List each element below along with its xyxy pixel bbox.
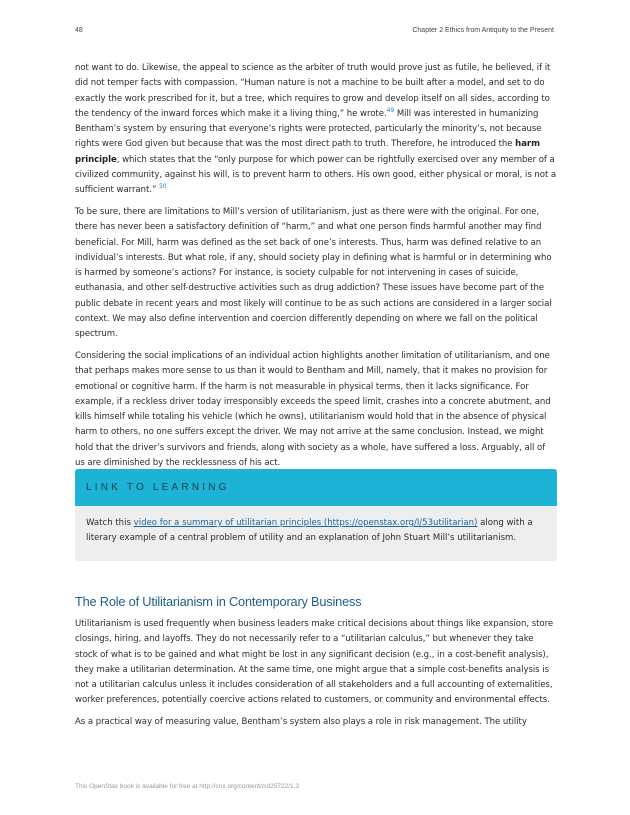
page-number: 48 <box>75 27 83 34</box>
chapter-title-header: Chapter 2 Ethics from Antiquity to the Present <box>412 27 554 34</box>
section-heading: The Role of Utilitarianism in Contemporary Business <box>75 594 362 609</box>
video-link[interactable]: video for a summary of utilitarian principles (https://openstax.org/l/53utilitarian) <box>133 518 478 528</box>
link-to-learning-body <box>75 506 557 547</box>
paragraph-mill-harm-principle <box>75 61 557 199</box>
paragraph-social-implications: Considering the social implications of an individual action highlights another limitation of utilitarianism, and one that perhaps makes more sense to us than it would to Bentham and Mill, namely, that it makes no provision for emotional or cognitive harm. If the harm is not measurable in physical terms, then it lacks significance. For example, if a reckless driver today irresponsibly exceeds the speed limit, crashes into a concrete abutment, and kills himself while totaling his vehicle (which he owns), utilitarianism would hold that in the absence of physical harm to others, no one suffers except the driver. We may not arrive at the same conclusion. Instead, we might hold that the driver’s survivors and friends, along with society as a whole, have suffered a loss. Arguably, all of us are diminished by the recklessness of his act. <box>75 350 551 469</box>
body-text-section <box>75 617 557 737</box>
key-term-harm-principle: harm principle <box>75 139 540 165</box>
footnote-ref-50[interactable]: 50 <box>159 183 167 191</box>
body-text-top <box>75 61 557 478</box>
footnote-ref-49[interactable]: 49 <box>386 106 395 114</box>
callout-text: along with a literary example of a central problem of utility and an explanation of John Stuart Mill’s utilitarianism. <box>86 518 533 544</box>
paragraph-text: not want to do. Likewise, the appeal to science as the arbiter of truth would prove just as futile, he believed, if it did not temper facts with compassion. “Human nature is not a machine to be built after a model, and set to do exactly the work prescribed for it, but a tree, which requires to grow and develop itself on all sides, according to the tendency of the inward forces which make it a living thing,” he wrote. <box>75 63 551 119</box>
callout-text: Watch this <box>86 518 134 528</box>
paragraph-business-decisions: Utilitarianism is used frequently when business leaders make critical decisions about things like expansion, store closings, hiring, and layoffs. They do not necessarily refer to a “utilitarian calculus,” but whenever they take stock of what is to be gained and what might be lost in any significant decision (e.g., in a cost-benefit analysis), they make a utilitarian determination. At the same time, one might argue that a simple cost-benefits analysis is not a utilitarian calculus unless it includes consideration of all stakeholders and a full accounting of externalities, worker preferences, potentially coercive actions related to customers, or community and environmental effects. <box>75 619 554 706</box>
paragraph-risk-management: As a practical way of measuring value, Bentham’s system also plays a role in risk management. The utility <box>75 717 527 728</box>
footer-availability-note: This OpenStax book is available for free at http://cnx.org/content/col25722/1.3 <box>75 783 300 790</box>
paragraph-text: Mill was interested in humanizing Bentham’s system by ensuring that everyone’s rights were protected, particularly the minority’s, not because rights were God given but because that was the most direct path to truth. Therefore, he introduced the <box>75 108 542 150</box>
link-to-learning-box <box>75 469 557 561</box>
paragraph-text: , which states that the “only purpose for which power can be rightfully exercised over any member of a civilized community, against his will, is to prevent harm to others. His own good, either physical or moral, is not a sufficient warrant.” <box>75 154 557 196</box>
link-to-learning-title: LINK TO LEARNING <box>75 469 557 506</box>
paragraph-limitations: To be sure, there are limitations to Mill’s version of utilitarianism, just as there were with the original. For one, there has never been a satisfactory definition of “harm,” and what one person finds harmful another may find beneficial. For Mill, harm was defined as the set back of one’s interests. Thus, harm was defined relative to an individual’s interests. But what role, if any, should society play in defining what is harmful or in determining who is harmed by someone’s actions? For instance, is society culpable for not intervening in cases of suicide, euthanasia, and other self-destructive activities such as drug addiction? These issues have become part of the public debate in recent years and most likely will continue to be as such actions are considered in a larger social context. We may also define intervention and coercion differently depending on where we fall on the political spectrum. <box>75 206 552 340</box>
